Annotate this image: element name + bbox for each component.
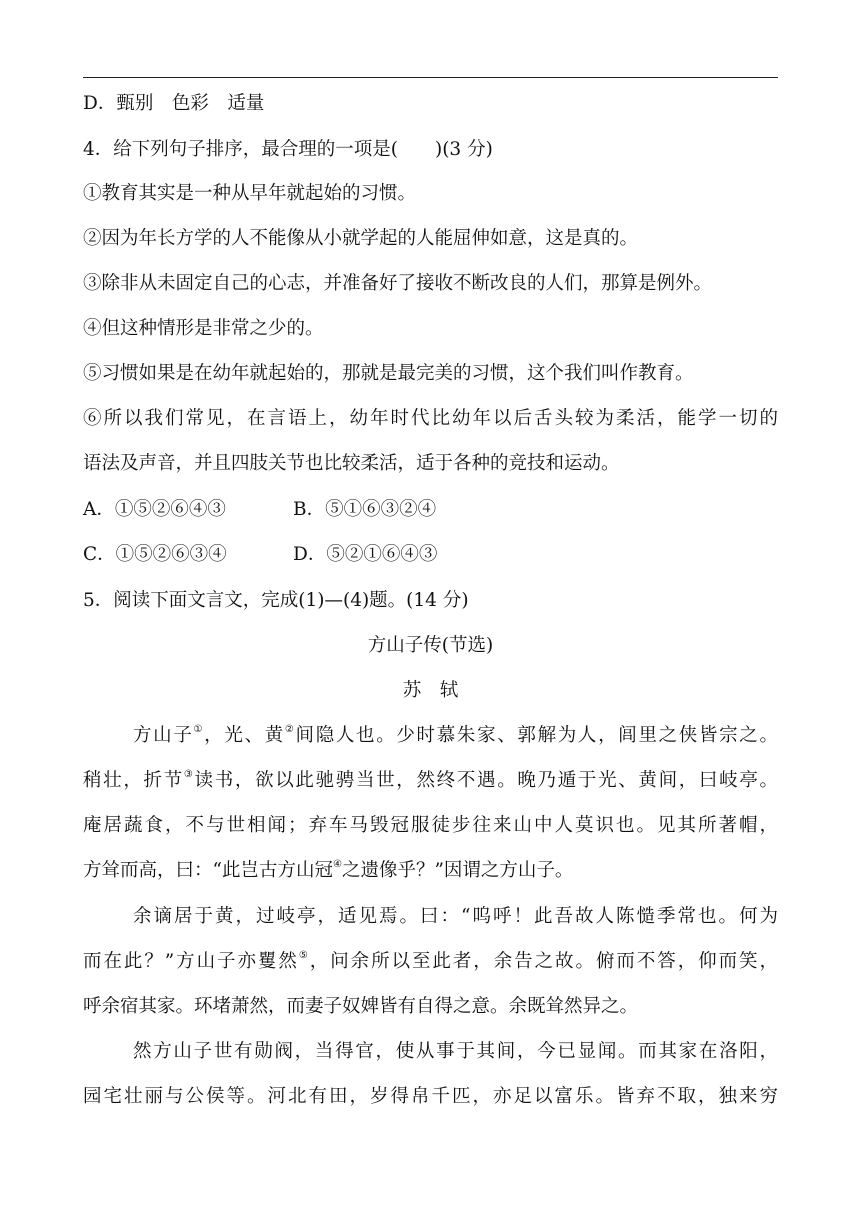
passage-author: 苏 轼: [402, 680, 459, 701]
sentence-6-line-1: ⑥所以我们常见，在言语上，幼年时代比幼年以后舌头较为柔活，能学一切的: [83, 408, 778, 429]
paragraph-1-line-2: 稍壮，折节③读书，欲以此驰骋当世，然终不遇。晚乃遁于光、黄间，曰岐亭。: [83, 769, 778, 791]
options-row-1: [83, 498, 783, 522]
footnote-mark: ⑤: [298, 950, 310, 961]
question-4-stem: 4．给下列句子排序，最合理的一项是( )(3 分): [83, 139, 493, 160]
options-row-2: [83, 543, 783, 567]
footnote-mark: ④: [332, 859, 342, 870]
top-rule: [83, 77, 778, 78]
paragraph-2-line-2: 而在此？”方山子亦矍然⑤，问余所以至此者，余告之故。俯而不答，仰而笑，: [83, 950, 778, 972]
option-a: A．①⑤②⑥④③: [83, 499, 226, 520]
sentence-5: ⑤习惯如果是在幼年就起始的，那就是最完美的习惯，这个我们叫作教育。: [83, 363, 694, 384]
paragraph-3-line-2: 园宅壮丽与公侯等。河北有田，岁得帛千匹，亦足以富乐。皆弃不取，独来穷: [83, 1086, 778, 1107]
option-d: D．⑤②①⑥④③: [293, 544, 438, 565]
paragraph-2-line-1: 余谪居于黄，过岐亭，适见焉。曰：“呜呼！此吾故人陈慥季常也。何为: [133, 906, 778, 927]
paragraph-1-line-1: 方山子①，光、黄②间隐人也。少时慕朱家、郭解为人，闾里之侠皆宗之。: [133, 724, 778, 746]
footnote-mark: ①: [193, 724, 205, 735]
option-c: C．①⑤②⑥③④: [83, 544, 227, 565]
paragraph-1-line-4: 方耸而高，曰：“此岂古方山冠④之遗像乎？”因谓之方山子。: [83, 859, 574, 881]
footnote-mark: ②: [284, 724, 296, 735]
paragraph-1-line-3: 庵居蔬食，不与世相闻；弃车马毁冠服徒步往来山中人莫识也。见其所著帽，: [83, 815, 778, 836]
sentence-3: ③除非从未固定自己的心志，并准备好了接收不断改良的人们，那算是例外。: [83, 273, 713, 294]
paragraph-2-line-3: 呼余宿其家。环堵萧然，而妻子奴婢皆有自得之意。余既耸然异之。: [83, 996, 639, 1017]
sentence-4: ④但这种情形是非常之少的。: [83, 318, 324, 339]
option-b: B．⑤①⑥③②④: [293, 499, 437, 520]
option-d-previous: D．甄别 色彩 适量: [83, 93, 265, 114]
question-5-stem: 5．阅读下面文言文，完成(1)—(4)题。(14 分): [83, 590, 469, 611]
footnote-mark: ③: [183, 769, 195, 780]
paragraph-3-line-1: 然方山子世有勋阀，当得官，使从事于其间，今已显闻。而其家在洛阳，: [133, 1041, 778, 1062]
sentence-2: ②因为年长方学的人不能像从小就学起的人能屈伸如意，这是真的。: [83, 228, 639, 249]
sentence-6-line-2: 语法及声音，并且四肢关节也比较柔活，适于各种的竞技和运动。: [83, 453, 620, 474]
sentence-1: ①教育其实是一种从早年就起始的习惯。: [83, 183, 417, 204]
passage-title: 方山子传(节选): [367, 635, 494, 656]
